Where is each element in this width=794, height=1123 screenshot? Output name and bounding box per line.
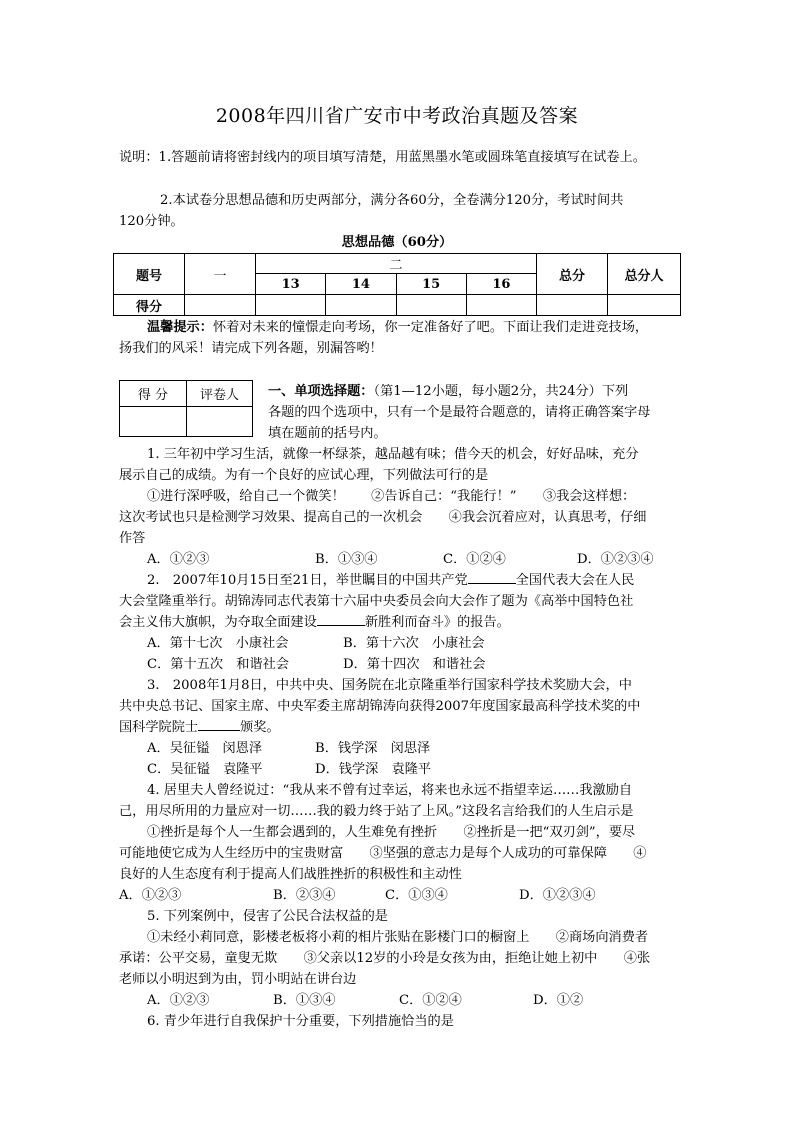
score-cell-14[interactable] — [326, 295, 396, 316]
score-cell-total[interactable] — [537, 295, 608, 316]
q1-option-b: B．①③④ — [315, 552, 378, 567]
q4-line-5: 良好的人生态度有利于提高人们战胜挫折的积极性和主动性 — [119, 867, 462, 882]
instruction-line-1: 说明：1.答题前请将密封线内的项目填写清楚，用蓝黑墨水笔或圆珠笔直接填写在试卷上。 — [119, 150, 646, 165]
q4-line-1: 4. 居里夫人曾经说过：“我从来不曾有过幸运，将来也永远不指望幸运……我激励自 — [147, 783, 633, 798]
grader-score-label: 得 分 — [120, 381, 187, 407]
q2-line-3a: 会主义伟大旗帜，为夺取全面建设 — [119, 615, 317, 630]
part1-heading: 一、单项选择题： — [268, 384, 374, 399]
q3-line-3b: 颁奖。 — [240, 720, 280, 735]
q1-line-3: ①进行深呼吸，给自己一个微笑！ ②告诉自己：“我能行！” ③我会这样想： — [147, 489, 636, 504]
q1-option-a: A．①②③ — [147, 552, 210, 567]
q6-line-1: 6. 青少年进行自我保护十分重要，下列措施恰当的是 — [147, 1014, 454, 1029]
score-cell-13[interactable] — [256, 295, 326, 316]
q1-line-5: 作答 — [119, 531, 146, 546]
score-cell-16[interactable] — [466, 295, 536, 316]
question-number-header: 题号 — [114, 254, 185, 295]
section-title: 思想品德（60分） — [341, 235, 453, 250]
score-cell-total-person[interactable] — [608, 295, 681, 316]
tip-label: 温馨提示： — [147, 320, 213, 335]
part1-line-1 — [268, 381, 628, 402]
q3-blank — [198, 718, 240, 731]
q5-line-4: 老师以小明迟到为由，罚小明站在讲台边 — [119, 972, 357, 987]
q4-option-d: D．①②③④ — [519, 888, 596, 903]
q2-option-b: B．第十六次 小康社会 — [343, 636, 485, 651]
q2-line-3 — [119, 612, 510, 633]
q2-blank-1 — [468, 571, 516, 584]
q2-line-1 — [147, 570, 634, 591]
grader-name-label: 评卷人 — [187, 381, 253, 407]
q2-option-a: A．第十七次 小康社会 — [147, 636, 289, 651]
q5-line-2: ①未经小莉同意，影楼老板将小莉的相片张贴在影楼门口的橱窗上 ②商场向消费者 — [147, 930, 649, 945]
q2-line-1a: 2. 2007年10月15日至21日，举世瞩目的中国共产党 — [147, 573, 468, 588]
instruction-line-2: 2.本试卷分思想品德和历史两部分，满分各60分，全卷满分120分，考试时间共 — [160, 193, 624, 208]
grader-score-cell[interactable] — [120, 407, 187, 437]
score-row-header: 得分 — [114, 295, 185, 316]
q3-line-2: 共中央总书记、国家主席、中央军委主席胡锦涛向获得2007年度国家最高科学技术奖的中 — [119, 699, 641, 714]
q5-line-1: 5. 下列案例中，侵害了公民合法权益的是 — [147, 909, 388, 924]
grader-name-cell[interactable] — [187, 407, 253, 437]
q2-option-c: C．第十五次 和谐社会 — [147, 657, 289, 672]
q2-line-1b: 全国代表大会在人民 — [515, 573, 635, 588]
q4-line-4: 可能地使它成为人生经历中的宝贵财富 ③坚强的意志力是每个人成功的可靠保障 ④ — [119, 846, 647, 861]
total-header: 总分 — [537, 254, 608, 295]
q5-option-a: A．①②③ — [147, 993, 210, 1008]
q3-option-c: C．吴征镒 袁隆平 — [147, 762, 263, 777]
q3-line-1: 3. 2008年1月8日，中共中央、国务院在北京隆重举行国家科学技术奖励大会，中 — [147, 678, 632, 693]
q1-option-d: D．①②③④ — [577, 552, 654, 567]
q4-line-2: 己，用尽所用的力量应对一切……我的毅力终于站了上风。”这段名言给我们的人生启示是 — [119, 804, 634, 819]
grader-table — [119, 380, 253, 437]
score-cell-15[interactable] — [396, 295, 466, 316]
q4-option-a: A．①②③ — [119, 888, 182, 903]
sub-col-13: 13 — [256, 274, 326, 295]
q5-line-3: 承诺：公平交易，童叟无欺 ③父亲以12岁的小玲是女孩为由，拒绝让她上初中 ④张 — [119, 951, 651, 966]
q4-line-3: ①挫折是每个人一生都会遇到的，人生难免有挫折 ②挫折是一把“双刃剑”，要尽 — [147, 825, 636, 840]
part-two-header: 二 — [256, 254, 537, 274]
q2-blank-2 — [317, 613, 365, 626]
part1-line-2: 各题的四个选项中，只有一个是最符合题意的，请将正确答案字母 — [268, 405, 651, 420]
total-person-header: 总分人 — [608, 254, 681, 295]
q4-option-b: B．②③④ — [273, 888, 336, 903]
tip-line-1 — [147, 317, 648, 338]
q3-option-a: A．吴征镒 闵恩泽 — [147, 741, 263, 756]
tip-line-2: 扬我们的风采！请完成下列各题，别漏答哟！ — [119, 341, 383, 356]
q4-option-c: C．①③④ — [385, 888, 448, 903]
page-title: 2008年四川省广安市中考政治真题及答案 — [215, 105, 579, 127]
q1-line-2: 展示自己的成绩。为有一个良好的应试心理，下列做法可行的是 — [119, 468, 489, 483]
q1-line-4: 这次考试也只是检测学习效果、提高自己的一次机会 ④我会沉着应对，认真思考，仔细 — [119, 510, 647, 525]
q2-option-d: D．第十四次 和谐社会 — [343, 657, 486, 672]
q3-line-3a: 国科学院院士 — [119, 720, 199, 735]
q5-option-b: B．①③④ — [273, 993, 336, 1008]
q5-option-c: C．①②④ — [399, 993, 462, 1008]
instruction-line-3: 120分钟。 — [119, 214, 184, 229]
sub-col-15: 15 — [396, 274, 466, 295]
score-table — [113, 253, 681, 316]
q1-option-c: C．①②④ — [443, 552, 506, 567]
sub-col-16: 16 — [466, 274, 536, 295]
part1-line-3: 填在题前的括号内。 — [268, 426, 387, 441]
tip-text-1: 怀着对未来的憧憬走向考场，你一定准备好了吧。下面让我们走进竞技场， — [212, 320, 649, 335]
q1-line-1: 1. 三年初中学习生活，就像一杯绿茶，越品越有味；借今天的机会，好好品味，充分 — [147, 447, 639, 462]
q2-line-3b: 新胜利而奋斗》的报告。 — [364, 615, 510, 630]
q5-option-d: D．①② — [533, 993, 584, 1008]
part-one-header: 一 — [185, 254, 256, 295]
q3-option-b: B．钱学深 闵思泽 — [315, 741, 431, 756]
score-cell-1[interactable] — [185, 295, 256, 316]
sub-col-14: 14 — [326, 274, 396, 295]
part1-intro: （第1—12小题，每小题2分，共24分）下列 — [373, 384, 629, 399]
q3-option-d: D．钱学深 袁隆平 — [315, 762, 432, 777]
q2-line-2: 大会堂隆重举行。胡锦涛同志代表第十六届中央委员会向大会作了题为《高举中国特色社 — [119, 594, 634, 609]
q3-line-3 — [119, 717, 280, 738]
